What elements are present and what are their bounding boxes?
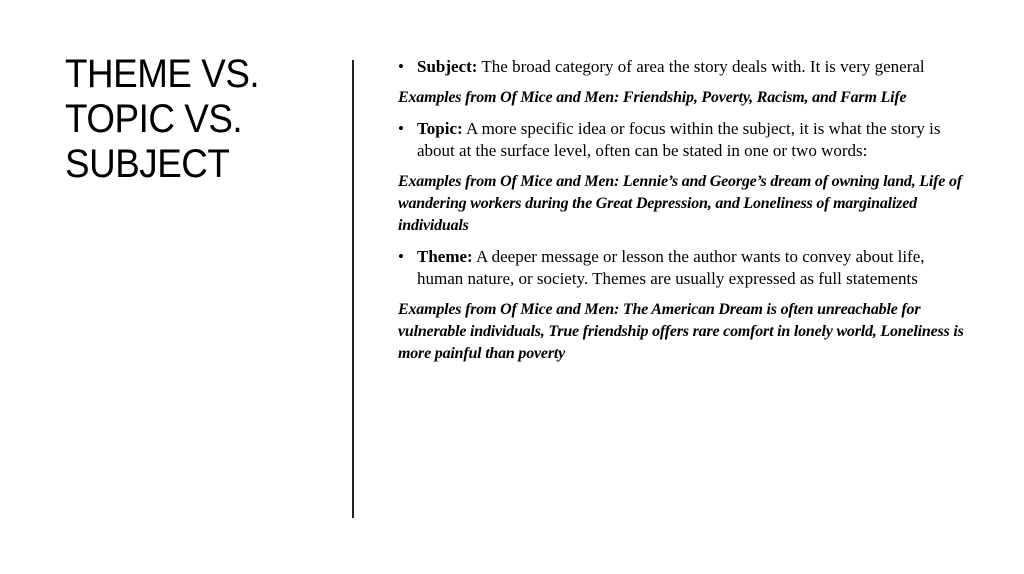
bullet-icon: • bbox=[398, 119, 404, 138]
slide-title bbox=[65, 52, 276, 187]
title-line: TOPIC VS. bbox=[65, 97, 243, 141]
subject-bullet bbox=[398, 56, 968, 78]
slide-body bbox=[398, 56, 968, 374]
bullet-definition: The broad category of area the story deals with. It is very general bbox=[477, 57, 925, 76]
bullet-icon: • bbox=[398, 57, 404, 76]
bullet-term: Topic: bbox=[417, 119, 463, 138]
theme-examples: Examples from Of Mice and Men: The American Dream is often unreachable for vulnerable individuals, True friendship offers rare comfort in lonely world, Loneliness is more painful than poverty bbox=[398, 301, 964, 362]
bullet-icon: • bbox=[398, 247, 404, 266]
title-line: SUBJECT bbox=[65, 142, 230, 186]
theme-bullet bbox=[398, 246, 968, 290]
subject-examples: Examples from Of Mice and Men: Friendship, Poverty, Racism, and Farm Life bbox=[398, 89, 907, 106]
bullet-term: Theme: bbox=[417, 247, 473, 266]
topic-examples: Examples from Of Mice and Men: Lennie’s and George’s dream of owning land, Life of wandering workers during the Great Depression, and Loneliness of marginalized individuals bbox=[398, 173, 962, 234]
bullet-definition: A deeper message or lesson the author wants to convey about life, human nature, or society. Themes are usually expressed as full statements bbox=[417, 247, 925, 288]
vertical-divider bbox=[352, 60, 354, 518]
title-line: THEME VS. bbox=[65, 52, 260, 96]
topic-bullet bbox=[398, 118, 968, 162]
bullet-definition: A more specific idea or focus within the subject, it is what the story is about at the surface level, often can be stated in one or two words: bbox=[417, 119, 941, 160]
bullet-term: Subject: bbox=[417, 57, 478, 76]
